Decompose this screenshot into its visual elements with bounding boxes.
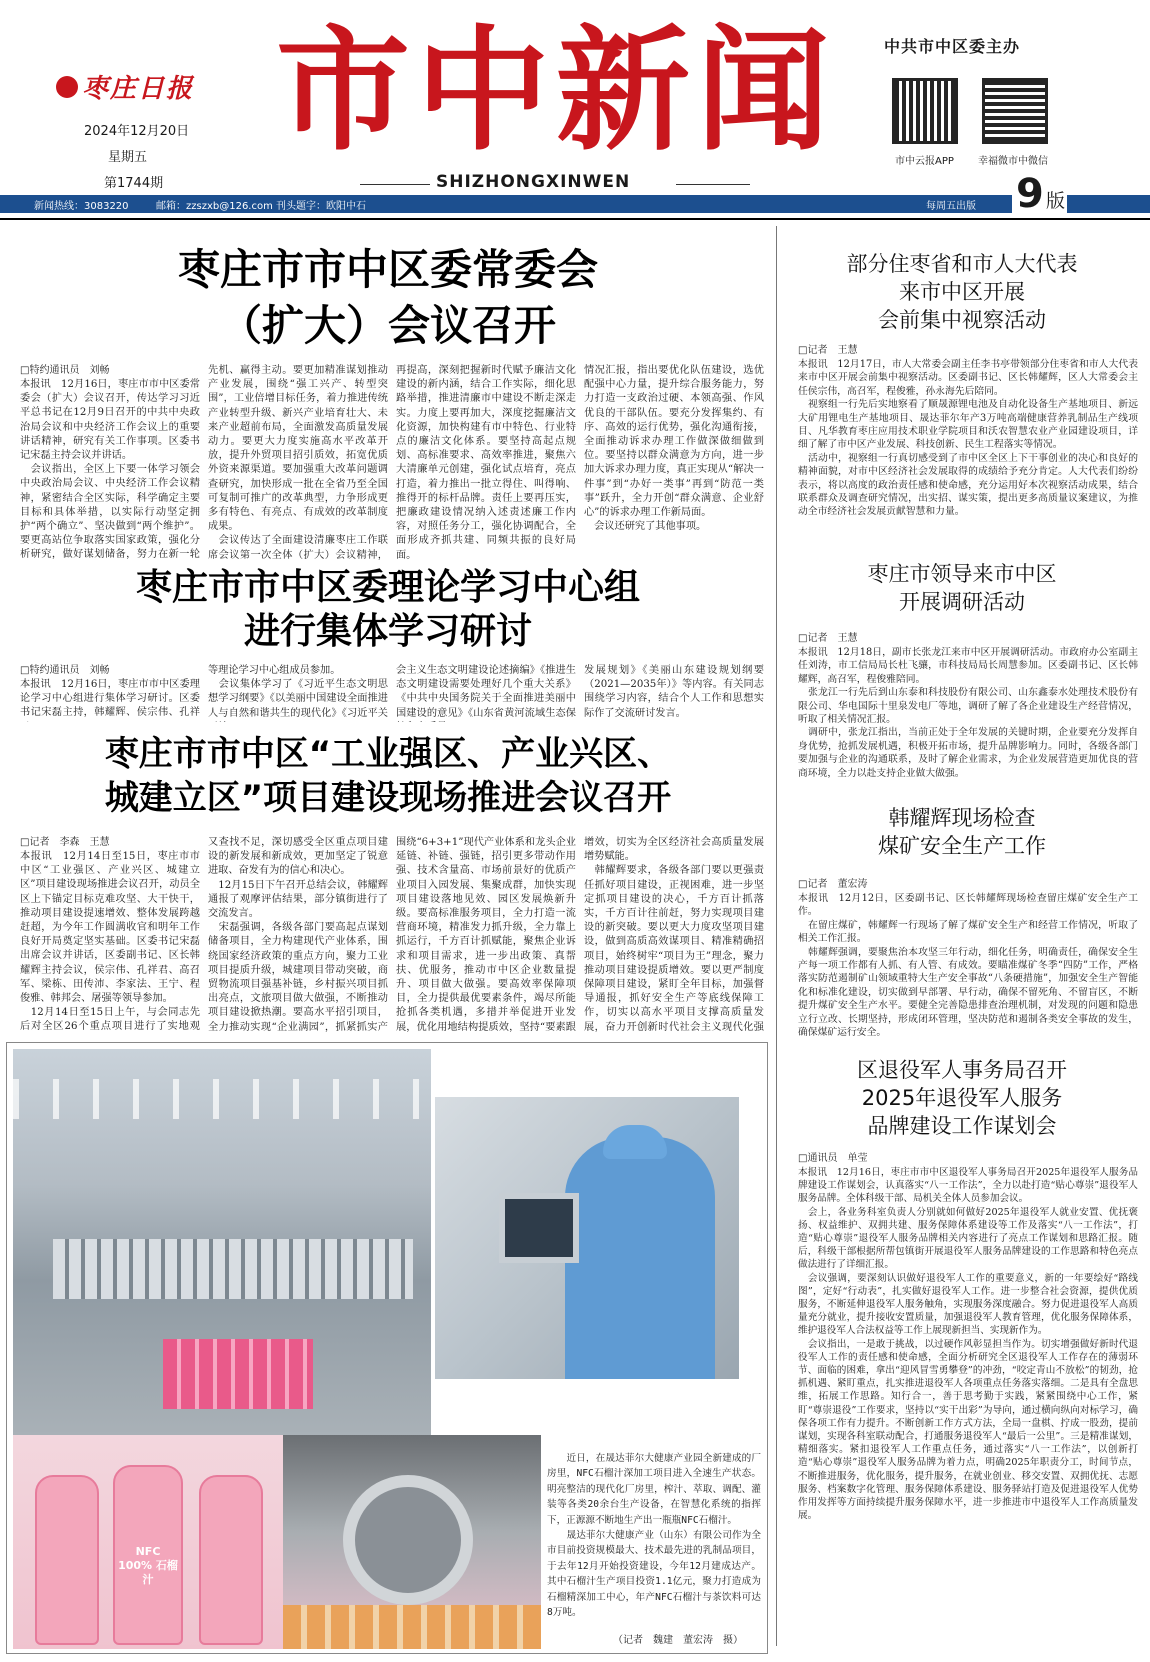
sidebar-body: 本报讯 12月18日，副市长张龙江来市中区开展调研活动。市政府办公室副主任刘涛，市工信局局长杜飞骧，市科技局局长周慧参加。区委副书记、区长韩耀辉，高召军，程俊雅陪同。 张龙江一行先后到山东泰和科技股份有限公司、山东鑫泰水处理技术股份有限公司、华电国际十里泉发电厂等地，调研了解了各企业建设生产经营情况，听取了相关情况汇报。 调研中，张龙江指出，当前正处于全年发展的关键时期，企业要充分发挥自身优势，抢抓发展机遇，积极开拓市场，提升品牌影响力。同时，各级各部门要加强与企业的沟通联系，及时了解企业需求，为企业发展营造更加优良的营商环境，全力以赴支持企业做大做强。 — [798, 647, 1138, 779]
issue-date: 2024年12月20日 — [84, 124, 190, 139]
article-byline: □特约通讯员 刘畅 — [20, 365, 110, 376]
sidebar-title-line2: 开展调研活动 — [899, 590, 1025, 614]
article-col4: 增效，切实为全区经济社会高质量发展增势赋能。 韩耀辉要求，各级各部门要以更强责任抓好项目建设，正视困难，进一步坚定抓项目建设的决心，千方百计抓落实，千方百计往前赶，努力实现项目建设的新突破。要以更大力度攻坚项目建设，做到高质高效谋项目、精准精确招项目，始终树牢“项目为王”理念，聚力推动项目建设提质增效。要以更严制度保障项目建设，紧盯全年目标，加强督导通报，抓好安全生产等底线保障工作，切实以高水平项目支撑高质量发展，奋力开创新时代社会主义现代化强 — [584, 837, 764, 1033]
factory-hall-photo — [13, 1049, 431, 1435]
photo-feature — [6, 1042, 768, 1654]
article-col3: 会主义生态文明建设论述摘编》《推进生态文明建设需要处理好几个重大关系》《中共中央国务院关于全面推进美丽中国建设的意见》《山东省黄河流域生态保 — [396, 665, 576, 719]
juice-bottles-photo — [13, 1435, 283, 1649]
bottle-label: NFC 100% 石榴汁 — [118, 1545, 178, 1586]
sidebar-coal-mine-safety — [784, 804, 1140, 1052]
sidebar-veterans-affairs — [784, 1056, 1140, 1656]
sidebar-npc-inspection — [784, 226, 1140, 556]
sidebar-city-leader-research — [784, 560, 1140, 810]
weekly-note: 每周五出版 — [926, 201, 976, 212]
issue-number: 第1744期 — [104, 176, 164, 191]
article-col2: 又查找不足，深切感受全区重点项目建设的新发展和新成效，更加坚定了锐意进取、奋发有为的信心和决心。 12月15日下午召开总结会议，韩耀辉通报了观摩评估结果，部分镇街进行了交流发言。 宋磊强调，各级各部门要高起点谋划储备项目，全力构建现代产业体系，围绕国家经济政策的重点方向，聚力工业项目提质升级，城建项目带动突破，商贸物流项目强基补链，乡村振兴项目抓出亮点，文旅项目做大做强，不断推动项目建设掀热潮。要高水平招引项目，全力推动实现“企业满园”，抓紧抓实产 — [208, 837, 388, 1033]
sidebar-body: 本报讯 12月16日，枣庄市市中区退役军人事务局召开2025年退役军人服务品牌建设工作谋划会，认真落实“八一工作法”，全力以赴打造“贴心尊崇”退役军人服务品牌。全体科级干部、局机关全体人员参加会议。 会上，各业务科室负责人分别就如何做好2025年退役军人就业安置、优抚褒扬、权益维护、双拥共建、服务保障体系建设等工作及落实“八一工作法”，打造“贴心尊崇”退役军人服务品牌相关内容进行了亮点工作谋划和思路汇报。随后，科级干部根据所帮包镇街开展退役军人服务品牌建设的工作思路和特色亮点做法进行了详细汇报。 会议强调，要深刻认识做好退役军人工作的重要意义，新的一年要绘好“路线图”，定好“行动表”，扎实做好退役军人工作。进一步整合社会资源，提供优质服务，不断延伸退役军人服务触角，实现服务深度融合。努力促进退役军人高质量充分就业，提升接收安置质量，加强退役军人教育管理，优化服务保障体系，维护退役军人合法权益等工作上展现新担当、实现新作为。 会议指出，一是敢于挑战，以过硬作风彰显担当作为。切实增强做好新时代退役军人工作的责任感和使命感，全面分析研究全区退役军人工作存在的薄弱环节、面临的困难，拿出“迎风冒雪勇攀登”的冲劲，“咬定青山不放松”的韧劲，抢抓机遇、紧盯重点，扎实推进退役军人各项重点任务落实落细。二是具有全盘思维，拓展工作思路。知行合一，善于思考勤于实践，紧紧围绕中心工作，紧盯“尊崇退役”工作要求，坚持以“实干出彩”为导向，通过横向纵向对标学习，确保各项工作有力提升。不断创新工作方式方法，全局一盘棋、拧成一股劲，提前谋划，实现各科室联动配合，打通服务退役军人“最后一公里”。三是精准谋划，精细落实。紧扣退役军人工作重点任务，通过落实“八一工作法”，以创新打造“贴心尊崇”退役军人服务品牌为着力点，明确2025年职责分工，时间节点，不断推进服务，优化服务，提升服务，在就业创业、移交安置、双拥优抚、志愿服务、档案数字化管理、服务保障体系建设、服务驿站打造及促进退役军人优势作用发挥等方面持续提升服务保障水平，进一步推进市中退役军人工作高质量发展。 — [798, 1167, 1138, 1522]
masthead-title: 市中新闻 — [276, 11, 837, 169]
article-title-line2: 进行集体学习研讨 — [243, 611, 532, 652]
masthead-pinyin: SHIZHONGXINWEN — [436, 172, 631, 192]
sidebar-title-line2: 煤矿安全生产工作 — [878, 834, 1046, 858]
qr-wechat-label: 幸福微市中微信 — [978, 156, 1048, 167]
sidebar-title-line1: 枣庄市领导来市中区 — [867, 562, 1057, 586]
sidebar-title-line2: 来市中区开展 — [899, 280, 1025, 304]
article-party-committee-meeting — [0, 226, 776, 564]
article-col4: 情况汇报，指出要优化队伍建设，选优配强中心力量，提升综合服务能力，努力打造一支政治过硬、本领高强、作风优良的干部队伍。要充分发挥集约、有序、高效的运行优势，强化沟通衔接，全面推动诉求办理工作做深做细做到位。要坚持以群众满意为方向，进一步加大诉求办理力度，真正实现从“解决一件事”到“办好一类事”再到“防范一类事”跃升，全力开创“群众满意、企业舒心”的诉求办理工作新局面。 会议还研究了其他事项。 — [584, 365, 764, 533]
sidebar-body: 本报讯 12月12日，区委副书记、区长韩耀辉现场检查留庄煤矿安全生产工作。 在留庄煤矿，韩耀辉一行现场了解了煤矿安全生产和经营工作情况，听取了相关工作汇报。 韩耀辉强调，要聚焦治本攻坚三年行动，细化任务，明确责任，确保安全生产每一项工作都有人抓、有人管、有成效。要瞄准煤矿冬季“四防”工作，严格落实防范遏制矿山领域重特大生产安全事故“八条硬措施”，加强安全生产智能化和标准化建设，切实做到早部署、早行动，确保不留死角、不留盲区，不断提升煤矿安全生产水平。要健全完善隐患排查治理机制，对发现的问题和隐患立行立改、长期坚持，形成闭环管理，坚决防范和遏制各类安全事故的发生，确保煤矿运行安全。 — [798, 893, 1138, 1039]
photo-credit: （记者 魏建 董宏涛 摄） — [613, 1635, 743, 1646]
article-col3: 围绕“6+3+1”现代产业体系和龙头企业延链、补链、强链，招引更多带动作用强、技术含量高、市场前景好的优质产业项目入园发展、集聚成群，加快实现项目建设落地见效、园区发展焕新升级。要高标准服务项目，全力打造一流营商环境，精准发力抓升级，全力靠上抓运行，千方百计抓赋能，聚焦企业诉求和项目需求，进一步出政策、真帮扶、优服务，推动市中区企业数量提升、项目做大做强。要高效率保障项目，全力提供最优要素条件，竭尽所能抢抓各类机遇，多措并举促进开业发展，优化用地结构提质效，坚持“要素跟 — [396, 837, 576, 1033]
production-line — [53, 1239, 413, 1299]
newspaper-logo: 枣庄日报 — [56, 68, 194, 105]
article-title-line2: （扩大）会议召开 — [219, 301, 556, 350]
email: 邮箱：zzszxb@126.com — [156, 201, 273, 212]
masthead-rule — [0, 218, 1150, 220]
sidebar-title-line1: 韩耀辉现场检查 — [888, 806, 1036, 830]
qr-code-wechat[interactable] — [982, 78, 1048, 144]
article-title-line1: 枣庄市市中区委理论学习中心组 — [135, 567, 640, 608]
ceiling-lights — [13, 1079, 431, 1119]
sidebar-title-line3: 品牌建设工作谋划会 — [867, 1114, 1057, 1138]
pinyin-rule-left — [360, 184, 430, 185]
sidebar-title-line1: 部分住枣省和市人大代表 — [846, 252, 1078, 276]
article-col1: 本报讯 12月14日至15日，枣庄市市中区“工业强区、产业兴区、城建立区”项目建设现场推进会议召开，动员全区上下锚定目标克难攻坚、大干快干，推动项目建设提速增效、整体发展跨越赶超，为今年工作圆满收官和明年工作良好开局奠定坚实基础。区委书记宋磊出席会议并讲话，区委副书记、区长韩耀辉主持会议，侯宗伟、孔祥君、高召军、梁栋、田传沛、李家法、王宁、程俊雅、韩邦会、屠强等领导参加。 12月14日至15日上午，与会同志先后对全区26个重点项目进行了实地观 — [20, 851, 200, 1033]
worker-control-panel-photo — [431, 1093, 743, 1383]
article-byline: □特约通讯员 刘畅 — [20, 665, 110, 676]
product-boxes — [163, 1339, 313, 1409]
sidebar-byline: □通讯员 单莹 — [798, 1153, 868, 1164]
bottle-3 — [199, 1475, 263, 1645]
article-col4: 发展规划》《美丽山东建设规划纲要（2021—2035年）》等内容。有关同志围绕学习内容，结合个人工作和思想实际作了交流研讨发言。 — [584, 665, 764, 719]
article-theory-study-group — [0, 566, 776, 730]
masthead — [0, 0, 1150, 222]
sidebar-byline: □记者 王慧 — [798, 633, 858, 644]
issue-weekday: 星期五 — [108, 150, 148, 165]
hotline: 新闻热线：3083220 — [34, 201, 129, 212]
edition-label: 版 — [1044, 186, 1067, 213]
article-title-line1: 枣庄市市中区“工业强区、产业兴区、 — [104, 734, 672, 774]
sidebar-title-line3: 会前集中视察活动 — [878, 308, 1046, 332]
control-panel-screen — [499, 1193, 579, 1263]
sidebar-title-line1: 区退役军人事务局召开 — [857, 1058, 1067, 1082]
sidebar-title-line2: 2025年退役军人服务 — [861, 1086, 1063, 1110]
sidebar-byline: □记者 董宏涛 — [798, 879, 868, 890]
column-divider — [776, 226, 777, 1646]
pinyin-rule-right — [676, 184, 750, 185]
sidebar-byline: □记者 王慧 — [798, 345, 858, 356]
title-inscription: 刊头题字：欧阳中石 — [276, 201, 366, 212]
sidebar-body: 本报讯 12月17日，市人大常委会副主任李书亭带领部分住枣省和市人大代表来市中区开展会前集中视察活动。区委副书记、区长韩耀辉，区人大常委会主任侯宗伟，高召军，程俊雅，孙永海先后陪同。 视察组一行先后实地察看了顺晟源锂电池及自动化设备生产基地项目、新远大矿用锂电生产基地项目、晟达菲尔年产3万吨高端健康营养乳制品生产线项目、凡华教育枣庄应用技术职业学院项目和沃农智慧农业产业园建设项目，详细了解了市中区产业发展、科技创新、民生工程落实等情况。 活动中，视察组一行真切感受到了市中区全区上下干事创业的决心和良好的精神面貌，对市中区经济社会发展取得的成绩给予充分肯定。人大代表们纷纷表示，将以高度的政治责任感和使命感，充分运用好本次视察活动成果，结合联系群众及调查研究情况，出实招、谋实策，提出更多高质量议案建议，为推动全市经济社会发展贡献智慧和力量。 — [798, 359, 1138, 518]
logo-emblem-icon — [56, 76, 78, 98]
bottling-machine-photo — [283, 1435, 541, 1649]
worker-cap — [603, 1125, 667, 1159]
worker-figure — [565, 1137, 715, 1383]
sponsor: 中共市中区委主办 — [884, 37, 1021, 56]
edition-number: 9 — [1012, 172, 1048, 216]
article-col3: 再提高，深刻把握新时代赋予廉洁文化建设的新内涵，结合工作实际，细化思路举措，推进清廉市中建设不断走深走实。力度上要再加大，深度挖掘廉洁文化资源，加快构建有市中特色、行业特点的廉洁文化体系。要坚持高起点规划、高标准要求、高效率推进，聚焦六大清廉单元创建，强化试点培育，亮点打造，着力推出一批立得住、叫得响、推得开的标杆品牌。责任上要再压实，把廉政建设情况纳入述责述廉工作内容，对照任务分工，强化协调配合，全面形成齐抓共建、同频共振的良好局面。 — [396, 365, 576, 561]
article-title-line2: 城建立区”项目建设现场推进会议召开 — [104, 778, 672, 818]
article-col2: 先机、赢得主动。要更加精准谋划推动产业发展，围绕“强工兴产、转型突围”，工业倍增目标任务，着力推进传统产业转型升级、新兴产业培育壮大、未来产业超前布局，全面激发高质量发展动力。要更大力度实施高水平改革开放，提升外贸项目招引质效，拓宽优质外资来源渠道。要加强重大改革问题调查研究，加快形成一批在全省乃至全国可复制可推广的改革典型，力争形成更多有特色、有亮点、有成效的改革制度成果。 会议传达了全面建设清廉枣庄工作联席会议第一次全体（扩大）会议精神， — [208, 365, 388, 561]
article-byline: □记者 李森 王慧 — [20, 837, 110, 848]
qr-code-app[interactable] — [892, 78, 958, 144]
article-col2: 等理论学习中心组成员参加。 会议集体学习了《习近平生态文明思想学习纲要》《以美丽中国建设全面推进人与自然和谐共生的现代化》《习近平关 — [208, 665, 388, 719]
article-col1: 本报讯 12月16日，枣庄市市中区委理论学习中心组进行集体学习研讨。区委书记宋磊主持，韩耀辉、侯宗伟、孔祥 — [20, 679, 200, 719]
photo-caption: 近日，在晟达菲尔大健康产业园全新建成的厂房里，NFC石榴汁深加工项目进入全速生产状态。明亮整洁的现代化厂房里，榨汁、萃取、调配、灌装等各类20余台生产设备，在智慧化系统的指挥下，正源源不断地生产出一瓶瓶NFC石榴汁。 晟达菲尔大健康产业（山东）有限公司作为全市目前投资规模最大、技术最先进的乳制品项目，于去年12月开始投资建设，今年12月建成达产。其中石榴汁生产项目投资1.1亿元，聚力打造成为石榴精深加工中心，年产NFC石榴汁与茶饮料可达8万吨。 — [547, 1453, 761, 1619]
qr-app-label: 市中云报APP — [895, 156, 954, 167]
article-title-line1: 枣庄市市中区委常委会 — [177, 245, 598, 294]
bottle-1 — [35, 1475, 99, 1645]
filled-bottles — [283, 1605, 541, 1649]
article-col1: 本报讯 12月16日，枣庄市市中区委常委会（扩大）会议召开，传达学习习近平总书记在12月9日召开的中共中央政治局会议和中央经济工作会议上的重要讲话精神，研究有关工作事项。区委书记宋磊主持会议并讲话。 会议指出，全区上下要一体学习领会中央政治局会议、中央经济工作会议精神，紧密结合全区实际，科学确定主要目标和具体举措，以实际行动坚定拥护“两个确立”、坚决做到“两个维护”。要更高站位争取落实国家政策，强化分析研究，做好谋划储备，努力在新一轮 — [20, 379, 200, 561]
bottling-wheel — [343, 1475, 473, 1605]
article-project-construction — [0, 732, 776, 1038]
